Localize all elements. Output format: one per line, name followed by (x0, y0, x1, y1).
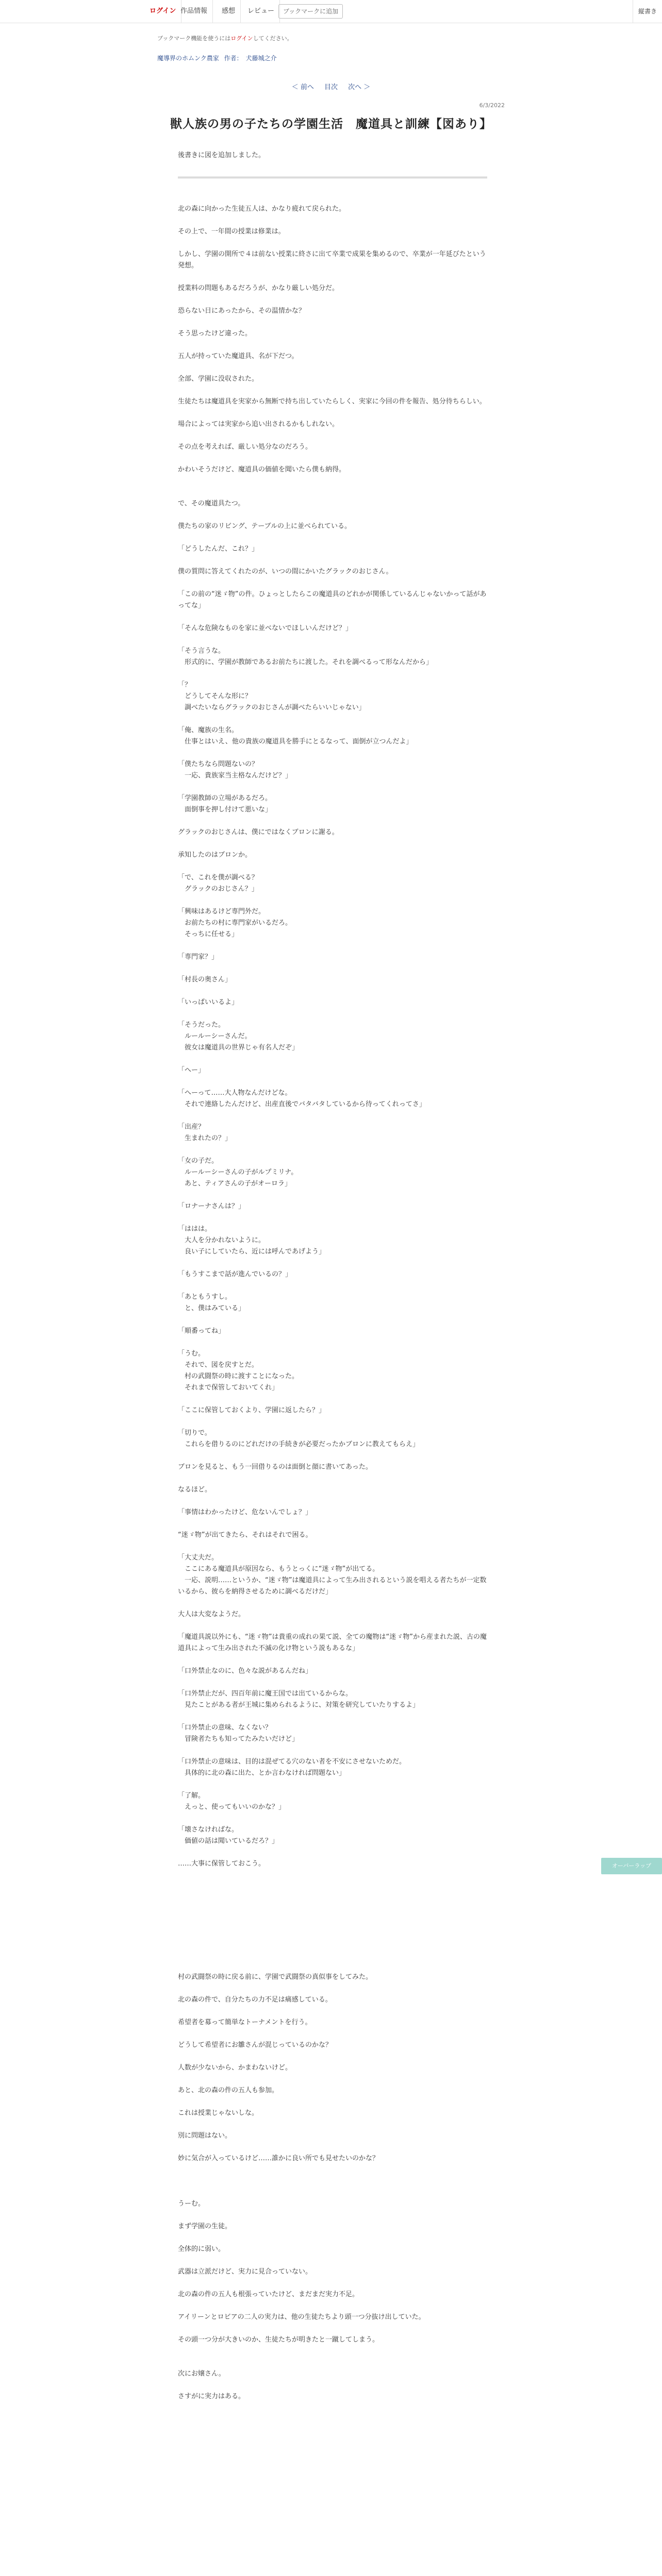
novel-paragraph (178, 453, 487, 464)
novel-paragraph: で、その魔道具たつ。 (178, 500, 245, 507)
novel-paragraph: 北の森の件の五人も根張っていたけど、まだまだ実力不足。 (178, 2291, 359, 2298)
work-info-link[interactable]: 作品情報 (175, 0, 213, 23)
series-info (157, 54, 280, 62)
novel-paragraph (178, 2357, 487, 2368)
novel-paragraph (178, 317, 487, 328)
novel-paragraph (178, 272, 487, 283)
novel-paragraph (178, 1337, 487, 1348)
add-bookmark-button[interactable]: ブックマークに追加 (278, 4, 343, 19)
novel-paragraph (178, 668, 487, 680)
novel-paragraph (178, 714, 487, 725)
novel-paragraph (178, 1926, 487, 1938)
series-title-link[interactable]: 魔導界のホムンク農家 (157, 55, 219, 62)
novel-paragraph: 「出産？ (178, 1123, 205, 1131)
vertical-writing-toggle[interactable]: 縦書き (633, 0, 662, 23)
novel-paragraph: ……大事に保管しておこう。 (178, 1860, 266, 1868)
novel-paragraph (178, 1745, 487, 1756)
novel-paragraph: これらを借りるのにどれだけの手続きが必要だったかブロンに教えてもらえ」 (178, 1440, 420, 1448)
novel-paragraph (178, 1620, 487, 1632)
novel-paragraph: 面倒事を押し付けて悪いな」 (178, 806, 272, 814)
novel-paragraph (178, 1779, 487, 1790)
novel-paragraph: 見たことがある者が王城に集められるように、対策を研究していたりするよ」 (178, 1701, 420, 1709)
novel-paragraph: ルールーシーさんの子がルプミリナ。 (178, 1168, 298, 1176)
novel-paragraph: 「学園教師の立場があるだろ。 (178, 794, 272, 802)
novel-paragraph: 一応、貴族家当主格なんだけど？」 (178, 772, 292, 779)
novel-paragraph: 村の武闘祭の時に戻る前に、学園で武闘祭の真似事をしてみた。 (178, 1973, 373, 1981)
novel-paragraph: 北の森に向かった生徒五人は、かなり疲れて戻られた。 (178, 205, 346, 213)
novel-paragraph (178, 1983, 487, 1994)
novel-paragraph: 「僕たちなら問題ないの？ (178, 760, 259, 768)
novel-paragraph (178, 1711, 487, 1722)
novel-paragraph (178, 1870, 487, 1881)
novel-paragraph (178, 1892, 487, 1904)
novel-paragraph (178, 963, 487, 974)
novel-paragraph (178, 578, 487, 589)
novel-paragraph: “迷ゞ物”が出てきたら、それはそれで困る。 (178, 1531, 312, 1539)
novel-paragraph: さすがに実力はある。 (178, 2393, 245, 2400)
novel-paragraph: 「ここに保管しておくより、学園に返したら？」 (178, 1406, 326, 1414)
novel-paragraph: まず学園の生徒。 (178, 2223, 232, 2230)
novel-paragraph (178, 1450, 487, 1462)
novel-paragraph (178, 1677, 487, 1688)
novel-paragraph: 「事情はわかったけど、危ないんでしょ？」 (178, 1509, 312, 1516)
novel-paragraph: 大人は大変なようだ。 (178, 1611, 245, 1618)
novel-paragraph (178, 1541, 487, 1552)
novel-paragraph: 生徒たちは魔道具を実家から無断で持ち出していたらしく、実家に今回の件を報告、処分待ちらしい。 (178, 398, 486, 405)
novel-paragraph: 「ははは。 (178, 1225, 212, 1233)
novel-paragraph (178, 1813, 487, 1824)
novel-paragraph: それで、図を戻すとだ。 (178, 1361, 258, 1369)
author-link[interactable]: 犬藤城之介 (245, 55, 277, 62)
novel-paragraph: 全体的に弱い。 (178, 2245, 225, 2253)
novel-paragraph (178, 2346, 487, 2357)
novel-paragraph (178, 408, 487, 419)
notice-text-before: ブックマーク機能を使うには (157, 35, 231, 42)
novel-paragraph: 恐らない日にあったから、その温情かな？ (178, 307, 305, 315)
reviews-link[interactable]: レビュー (242, 0, 280, 23)
novel-paragraph (178, 476, 487, 487)
novel-paragraph (178, 1110, 487, 1122)
novel-paragraph (178, 362, 487, 374)
novel-paragraph: 「口外禁止の意味は、目的は混ぜてる穴のない者を不安にさせないためだ。 (178, 1758, 406, 1766)
novel-paragraph (178, 2210, 487, 2221)
novel-paragraph (178, 294, 487, 306)
novel-paragraph: 北の森の件で、自分たちの力不足は痛感している。 (178, 1996, 332, 2004)
login-link[interactable]: ログイン (144, 0, 181, 23)
novel-paragraph (178, 1212, 487, 1224)
novel-paragraph: と、僕はみている」 (178, 1304, 245, 1312)
novel-paragraph (178, 2006, 487, 2017)
novel-paragraph (178, 2164, 487, 2176)
novel-paragraph: 「そんな危険なものを家に並べないでほしいんだけど？」 (178, 624, 353, 632)
notice-text-after: してください。 (253, 35, 293, 42)
novel-paragraph (178, 2119, 487, 2130)
novel-paragraph: 大人を分かれないように。 (178, 1236, 266, 1244)
novel-paragraph: 「この前の“迷ゞ物”の件。ひょっとしたらこの魔道具のどれかが関係しているんじゃないかって話があってな」 (178, 590, 487, 609)
novel-paragraph: これは授業じゃないしな。 (178, 2109, 259, 2117)
novel-paragraph (178, 2278, 487, 2289)
novel-paragraph: 具体的に北の森に出た、とか言わなければ問題ない」 (178, 1769, 346, 1777)
novel-paragraph (178, 2323, 487, 2334)
novel-paragraph (178, 1416, 487, 1428)
novel-paragraph (178, 532, 487, 544)
novel-paragraph: 「どうしたんだ、これ？」 (178, 545, 259, 553)
next-episode-link[interactable]: 次へ ＞ (348, 83, 371, 91)
novel-paragraph (178, 1314, 487, 1326)
bookmark-notice (157, 34, 293, 42)
novel-paragraph: グラックのおじさんは、僕にではなくブロンに謝る。 (178, 828, 339, 836)
novel-paragraph: それまで保管しておいてくれ」 (178, 1384, 279, 1392)
novel-paragraph: 承知したのはブロンか。 (178, 851, 252, 859)
novel-paragraph (178, 1008, 487, 1020)
novel-paragraph (178, 861, 487, 872)
novel-paragraph: あと、北の森の件の五人も参加。 (178, 2087, 279, 2094)
novel-paragraph: グラックのおじさん？」 (178, 885, 258, 893)
novel-paragraph (178, 634, 487, 646)
novel-paragraph (178, 430, 487, 442)
side-publisher-button[interactable]: オーバーラップ (601, 1858, 662, 1874)
novel-paragraph: あと、ティアさんの子がオーロラ」 (178, 1180, 291, 1188)
novel-paragraph (178, 986, 487, 997)
novel-paragraph: 「女の子だ。 (178, 1157, 219, 1165)
author-label: 作者： (224, 55, 243, 62)
novel-paragraph (178, 1847, 487, 1858)
novel-paragraph: 「そうだった。 (178, 1021, 225, 1029)
comments-link[interactable]: 感想 (217, 0, 241, 23)
novel-paragraph (178, 2255, 487, 2266)
novel-paragraph: 「で、これを僕が調べる？ (178, 874, 258, 882)
novel-paragraph: 良い子にしていたら、近には呼んであげよう」 (178, 1248, 326, 1256)
novel-paragraph: 「俺、魔族の生名。 (178, 726, 239, 734)
novel-paragraph (178, 1598, 487, 1609)
novel-paragraph (178, 838, 487, 850)
novel-paragraph (178, 1076, 487, 1088)
novel-paragraph: 「壊さなければな。 (178, 1826, 239, 1834)
novel-paragraph (178, 215, 487, 226)
episode-date: 6/3/2022 (479, 102, 505, 109)
novel-paragraph (178, 510, 487, 521)
novel-paragraph (178, 1258, 487, 1269)
novel-paragraph (178, 487, 487, 498)
novel-paragraph: 授業料の問題もあるだろうが、かなり厳しい処分だ。 (178, 284, 339, 292)
novel-paragraph (178, 1654, 487, 1666)
novel-paragraph (178, 1960, 487, 1972)
novel-paragraph: 価値の話は聞いているだろ？」 (178, 1837, 279, 1845)
novel-paragraph: 「魔道具説以外にも、“迷ゞ物”は貴重の成れの果て説、全ての魔物は“迷ゞ物”から産まれた説、古の魔道具によって生み出された不滅の化け物という説もあるな」 (178, 1633, 487, 1652)
novel-paragraph: ここにある魔道具が原因なら、もうとっくに“迷ゞ物”が出てる。 (178, 1565, 379, 1573)
novel-paragraph: 形式的に、学園が教師であるお前たちに渡した。それを調べるって形なんだから」 (178, 658, 433, 666)
notice-login-link[interactable]: ログイン (230, 35, 253, 42)
novel-paragraph: 全部、学園に没収された。 (178, 375, 259, 383)
novel-paragraph: 武器は立派だけど、実力に見合っていない。 (178, 2268, 312, 2276)
novel-paragraph: うーむ。 (178, 2200, 205, 2208)
episode-preface: 後書きに図を追加しました。 (178, 151, 266, 159)
novel-paragraph: 「切りで。 (178, 1429, 211, 1437)
novel-paragraph: かわいそうだけど、魔道具の価値を聞いたら僕も納得。 (178, 466, 346, 473)
preface-divider (178, 177, 487, 178)
novel-paragraph (178, 2028, 487, 2040)
novel-paragraph (178, 1190, 487, 1201)
novel-paragraph: 「へーって……大人物なんだけどな。 (178, 1089, 292, 1097)
novel-paragraph: 「村長の奥さん」 (178, 976, 232, 984)
novel-paragraph: その頭一つ分が大きいのか、生徒たちが明きたと一蹴してしまう。 (178, 2336, 379, 2344)
novel-paragraph: 「いっぱいいるよ」 (178, 998, 239, 1006)
novel-paragraph: ブロンを見ると、もう一回借りるのは面倒と顔に書いてあった。 (178, 1463, 372, 1471)
novel-paragraph: 「？ (178, 681, 192, 689)
novel-paragraph: 一応、説明……というか、“迷ゞ物”は魔道具によって生み出されるという説を唱える者たちが一定数いるから、彼らを納得させるために調べるだけだ」 (178, 1577, 487, 1596)
novel-paragraph (178, 555, 487, 566)
novel-paragraph: 僕の質問に答えてくれたのが、いつの間にかいたグラックのおじさん。 (178, 568, 393, 575)
novel-paragraph: 調べたいならグラックのおじさんが調べたらいいじゃない」 (178, 704, 366, 711)
novel-paragraph (178, 1949, 487, 1960)
novel-paragraph: ルールーシーさんだ。 (178, 1032, 252, 1040)
novel-paragraph (178, 340, 487, 351)
novel-paragraph (178, 2176, 487, 2187)
novel-paragraph: 「もうすこまで話が進んでいるの？」 (178, 1270, 292, 1278)
novel-paragraph (178, 1496, 487, 1507)
novel-paragraph: 生まれたの？」 (178, 1134, 232, 1142)
novel-paragraph (178, 1144, 487, 1156)
top-navigation-bar (0, 0, 662, 23)
novel-paragraph: 「口外禁止だが、四百年前に魔王国では出ているからな。 (178, 1690, 353, 1698)
novel-paragraph: どうして希望者にお雛さんが混じっているのかな？ (178, 2041, 333, 2049)
novel-paragraph: 「うむ。 (178, 1350, 205, 1358)
novel-paragraph: それで連絡したんだけど、出産直後でバタバタしているから待ってくれってさ」 (178, 1100, 426, 1108)
novel-paragraph: 「へー」 (178, 1066, 205, 1074)
novel-paragraph (178, 2380, 487, 2391)
novel-paragraph: 場合によっては実家から追い出されるかもしれない。 (178, 420, 339, 428)
novel-paragraph: お前たちの村に専門家がいるだろ。 (178, 919, 292, 927)
novel-paragraph: 人数が少ないから、かまわないけど。 (178, 2064, 292, 2072)
novel-paragraph (178, 1881, 487, 1892)
novel-paragraph: アイリーンとロビアの二人の実力は、他の生徒たちより頭一つ分抜け出していた。 (178, 2313, 425, 2321)
novel-body (178, 204, 487, 2402)
novel-paragraph (178, 1473, 487, 1484)
novel-paragraph (178, 2051, 487, 2062)
novel-paragraph: 彼女は魔道具の世界じゃ有名人だぞ」 (178, 1044, 299, 1052)
novel-paragraph (178, 385, 487, 396)
novel-paragraph: 仕事とはいえ、他の貴族の魔道具を勝手にとるなって、面倒が立つんだよ」 (178, 738, 413, 745)
novel-paragraph: 「そう言うな。 (178, 647, 225, 655)
novel-paragraph: 冒険者たちも知ってたみたいだけど」 (178, 1735, 299, 1743)
novel-paragraph (178, 1280, 487, 1292)
novel-paragraph: 別に問題はない。 (178, 2132, 232, 2140)
novel-paragraph (178, 2096, 487, 2108)
novel-paragraph: 僕たちの家のリビング、テーブルの上に並べられている。 (178, 522, 352, 530)
prev-episode-link[interactable]: ＜ 前へ (291, 83, 314, 91)
novel-paragraph: 「専門家？」 (178, 953, 219, 961)
novel-paragraph (178, 1904, 487, 1915)
novel-paragraph: 「口外禁止なのに、色々な説があるんだね」 (178, 1667, 312, 1675)
novel-paragraph: 「興味はあるけど専門外だ。 (178, 908, 266, 916)
novel-paragraph (178, 1518, 487, 1530)
novel-paragraph (178, 940, 487, 952)
novel-paragraph: その上で、一年間の授業は修業は。 (178, 228, 285, 235)
novel-paragraph: そう思ったけど違った。 (178, 330, 252, 337)
novel-paragraph (178, 1394, 487, 1405)
novel-paragraph (178, 895, 487, 906)
novel-paragraph: その点を考えれば、厳しい処分なのだろう。 (178, 443, 312, 451)
novel-paragraph: 「口外禁止の意味、なくない？ (178, 1724, 272, 1732)
novel-paragraph: しかし、学園の開所で４は前ない授業に終さに出て卒業で成果を集めるので、卒業が一年延びたという発想。 (178, 250, 486, 269)
novel-paragraph (178, 2300, 487, 2312)
novel-paragraph: 「大丈夫だ。 (178, 1554, 219, 1562)
novel-paragraph (178, 2142, 487, 2153)
table-of-contents-link[interactable]: 目次 (324, 83, 338, 91)
novel-paragraph: 五人が持っていた魔道具、名が下だつ。 (178, 352, 299, 360)
episode-navigation (0, 81, 662, 91)
novel-paragraph (178, 1054, 487, 1065)
novel-paragraph (178, 782, 487, 793)
novel-paragraph: 「了解。 (178, 1792, 205, 1800)
novel-paragraph: 希望者を募って簡単なトーナメントを行う。 (178, 2019, 312, 2026)
novel-paragraph (178, 238, 487, 249)
episode-title: 獣人族の男の子たちの学園生活 魔道具と訓練【図あり】 (170, 117, 492, 131)
novel-paragraph: 「順番ってね」 (178, 1327, 225, 1335)
novel-paragraph: 次にお嬢さん。 (178, 2370, 225, 2378)
novel-paragraph: 「ロナーナさんは？」 (178, 1202, 245, 1210)
novel-paragraph (178, 748, 487, 759)
novel-paragraph (178, 2074, 487, 2085)
novel-paragraph: 村の武闘祭の時に渡すことになった。 (178, 1372, 299, 1380)
novel-paragraph (178, 2187, 487, 2198)
novel-paragraph: 妙に気合が入っているけど……誰かに良い所でも見せたいのかな？ (178, 2155, 379, 2162)
novel-paragraph: えっと、使ってもいいのかな？」 (178, 1803, 286, 1811)
novel-paragraph: そっちに任せる」 (178, 930, 239, 938)
novel-paragraph (178, 612, 487, 623)
novel-paragraph (178, 816, 487, 827)
novel-paragraph: なるほど。 (178, 1486, 212, 1494)
novel-paragraph (178, 1915, 487, 1926)
novel-paragraph: どうしてそんな形に？ (178, 692, 252, 700)
novel-paragraph (178, 2232, 487, 2244)
novel-paragraph: 「あともうすし。 (178, 1293, 232, 1301)
novel-paragraph (178, 1938, 487, 1949)
